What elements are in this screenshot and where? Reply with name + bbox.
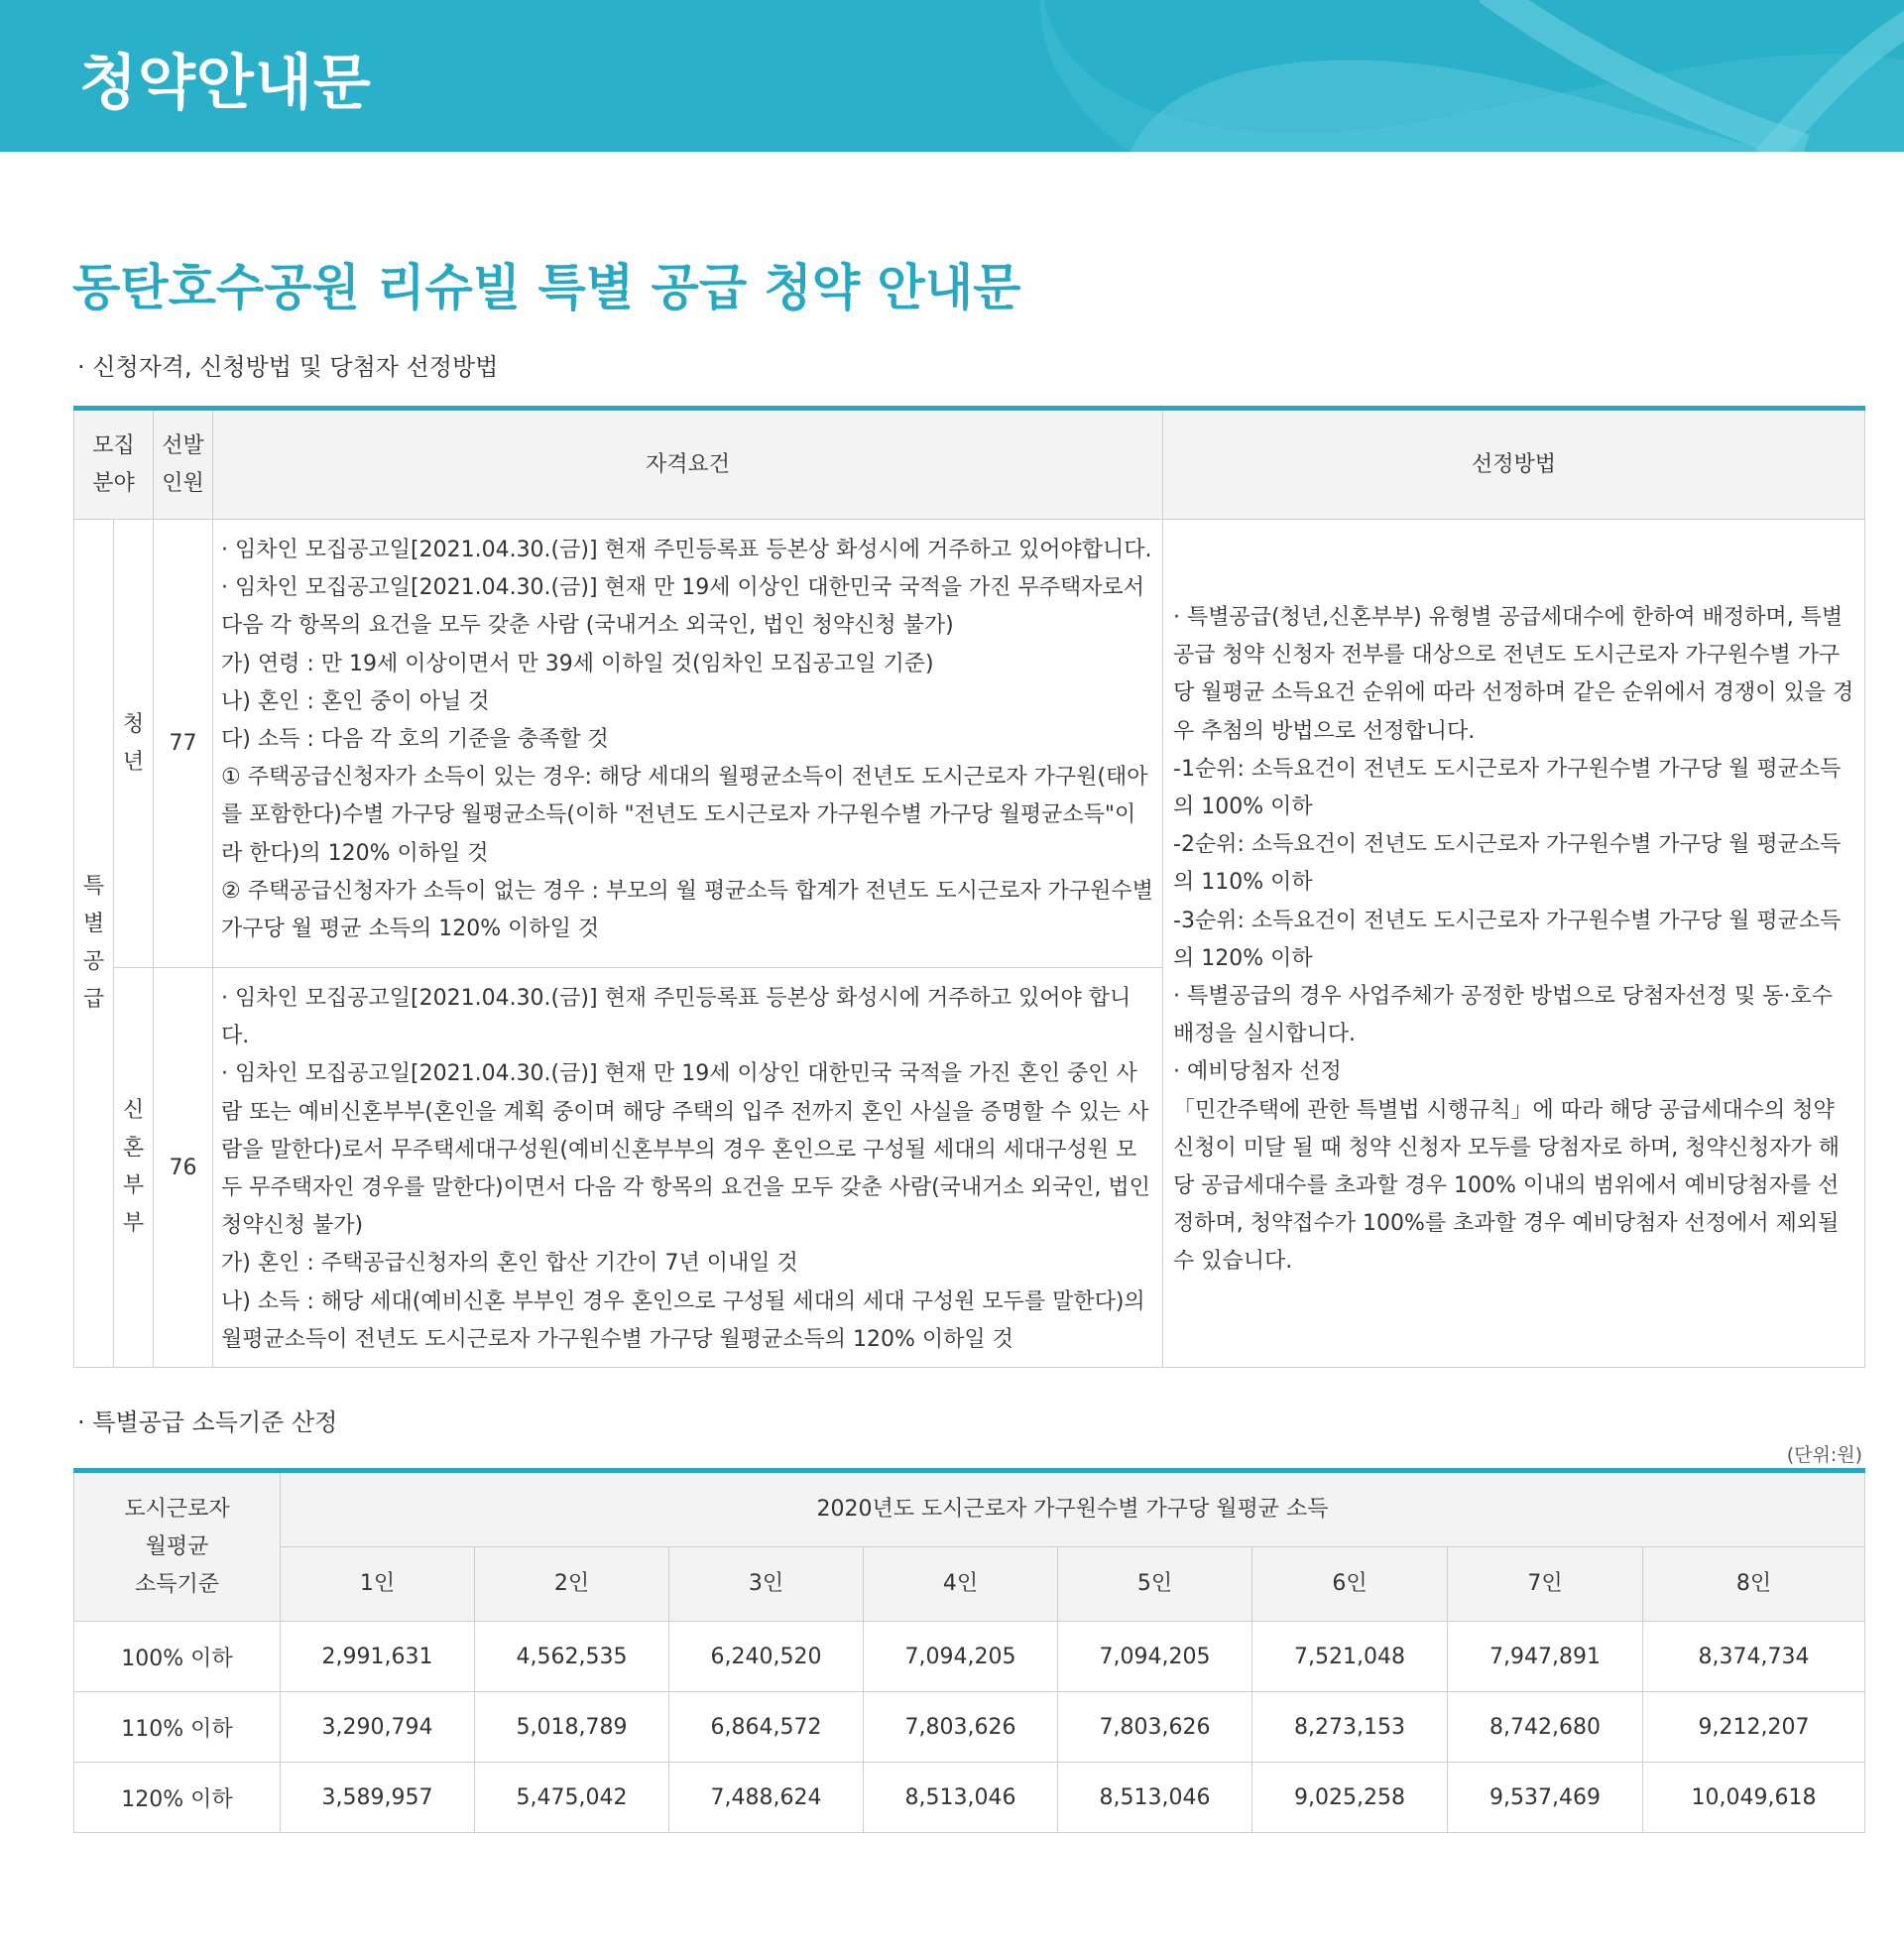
column-header: 6인 bbox=[1252, 1547, 1448, 1622]
selection-line: -2순위: 소득요건이 전년도 도시근로자 가구원수별 가구당 월 평균소득의 110% 이하 bbox=[1173, 832, 1842, 896]
row-label: 110% 이하 bbox=[74, 1692, 281, 1763]
table-cell: 3,589,957 bbox=[281, 1763, 475, 1833]
requirement-line: · 임차인 모집공고일[2021.04.30.(금)] 현재 만 19세 이상인 대한민국 국적을 가진 혼인 중인 사람 또는 예비신혼부부(혼인을 계획 중이며 해당 주택의 입주 전까지 혼인 사실을 증명할 수 있는 사람을 말한다)로서 무주택세대구성원(예비신혼부부의 경우 혼인으로 구성될 세대의 세대구성원 모두 무주택자인 경우를 말한다)이면서 다음 각 항목의 요건을 모두 갖춘 사람(국내거소 외국인, 법인 청약신청 불가) bbox=[221, 1061, 1150, 1239]
section-heading-eligibility: · 신청자격, 신청방법 및 당첨자 선정방법 bbox=[77, 353, 499, 381]
table-row bbox=[74, 1763, 1865, 1833]
subcategory-char: 청 bbox=[122, 711, 145, 737]
category-char: 특 bbox=[82, 874, 105, 900]
selection-method bbox=[1163, 520, 1865, 1368]
category-char: 공 bbox=[82, 949, 105, 975]
selection-line: · 특별공급의 경우 사업주체가 공정한 방법으로 당첨자선정 및 동·호수 배정을 실시합니다. bbox=[1173, 984, 1834, 1047]
table-cell: 8,374,734 bbox=[1643, 1622, 1865, 1692]
requirement-line: · 임차인 모집공고일[2021.04.30.(금)] 현재 만 19세 이상인 대한민국 국적을 가진 무주택자로서 다음 각 항목의 요건을 모두 갖춘 사람 (국내거소 외국인, 법인 청약신청 불가) bbox=[221, 575, 1145, 639]
header-label: 소득기준 bbox=[134, 1571, 219, 1597]
subcategory-char: 신 bbox=[122, 1098, 145, 1124]
category-char: 별 bbox=[82, 912, 105, 937]
selection-line: 「민간주택에 관한 특별법 시행규칙」에 따라 해당 공급세대수의 청약 신청이 미달 될 때 청약 신청자 모두를 당첨자로 하며, 청약신청자가 해당 공급세대수를 초과할 경우 100% 이내의 범위에서 예비당첨자를 선정하며, 청약접수가 100%를 초과할 경우 예비당첨자 선정에서 제외될 수 있습니다. bbox=[1173, 1097, 1840, 1275]
eligibility-table bbox=[73, 406, 1865, 1368]
subcategory-youth bbox=[114, 520, 154, 968]
table-cell: 7,803,626 bbox=[1058, 1692, 1252, 1763]
unit-label: (단위:원) bbox=[1786, 1444, 1862, 1466]
selection-line: · 예비당첨자 선정 bbox=[1173, 1059, 1342, 1085]
header-recruit-field bbox=[74, 409, 154, 520]
header-banner bbox=[0, 0, 1904, 152]
category-special-supply bbox=[74, 520, 114, 1368]
income-table bbox=[73, 1468, 1865, 1833]
header-label: 인원 bbox=[162, 470, 204, 496]
newlywed-requirements bbox=[213, 968, 1163, 1368]
youth-requirements bbox=[213, 520, 1163, 968]
requirement-line: 다) 소득 : 다음 각 호의 기준을 충족할 것 bbox=[221, 727, 609, 753]
requirement-line: 나) 소득 : 해당 세대(예비신혼 부부인 경우 혼인으로 구성될 세대의 세대 구성원 모두를 말한다)의 월평균소득이 전년도 도시근로자 가구원수별 가구당 월평균소득의 120% 이하일 것 bbox=[221, 1288, 1145, 1352]
income-basis-header bbox=[74, 1471, 281, 1622]
requirement-line: · 임차인 모집공고일[2021.04.30.(금)] 현재 주민등록표 등본상 화성시에 거주하고 있어야 합니다. bbox=[221, 986, 1131, 1049]
header-label: 월평균 bbox=[145, 1533, 209, 1559]
subcategory-char: 부 bbox=[122, 1173, 145, 1199]
subcategory-char: 년 bbox=[122, 749, 145, 775]
requirement-line: 가) 연령 : 만 19세 이상이면서 만 39세 이하일 것(임차인 모집공고일 기준) bbox=[221, 651, 934, 676]
selection-line: -3순위: 소득요건이 전년도 도시근로자 가구원수별 가구당 월 평균소득의 120% 이하 bbox=[1173, 908, 1842, 971]
requirement-line: ① 주택공급신청자가 소득이 있는 경우: 해당 세대의 월평균소득이 전년도 도시근로자 가구원(태아를 포함한다)수별 가구당 월평균소득(이하 "전년도 도시근로자 가구원수별 가구당 월평균소득"이라 한다)의 120% 이하일 것 bbox=[221, 765, 1148, 866]
table-cell: 7,094,205 bbox=[864, 1622, 1058, 1692]
category-char: 급 bbox=[82, 987, 105, 1013]
table-cell: 7,094,205 bbox=[1058, 1622, 1252, 1692]
youth-count: 77 bbox=[154, 520, 213, 968]
table-row bbox=[74, 1622, 1865, 1692]
table-row-youth bbox=[74, 520, 1865, 968]
column-header: 5인 bbox=[1058, 1547, 1252, 1622]
table-cell: 8,742,680 bbox=[1448, 1692, 1643, 1763]
selection-line: -1순위: 소득요건이 전년도 도시근로자 가구원수별 가구당 월 평균소득의 100% 이하 bbox=[1173, 756, 1842, 820]
header-label: 모집 bbox=[92, 432, 135, 458]
column-header: 8인 bbox=[1643, 1547, 1865, 1622]
table-cell: 7,488,624 bbox=[669, 1763, 864, 1833]
table-row bbox=[74, 1692, 1865, 1763]
table-header-row bbox=[74, 409, 1865, 520]
banner-title: 청약안내문 bbox=[79, 49, 372, 118]
subcategory-char: 부 bbox=[122, 1211, 145, 1237]
row-label: 100% 이하 bbox=[74, 1622, 281, 1692]
column-header: 7인 bbox=[1448, 1547, 1643, 1622]
requirement-line: 나) 혼인 : 혼인 중이 아닐 것 bbox=[221, 688, 490, 714]
income-group-header-row bbox=[74, 1471, 1865, 1547]
table-cell: 5,475,042 bbox=[475, 1763, 669, 1833]
row-label: 120% 이하 bbox=[74, 1763, 281, 1833]
table-cell: 9,537,469 bbox=[1448, 1763, 1643, 1833]
requirement-line: ② 주택공급신청자가 소득이 없는 경우 : 부모의 월 평균소득 합계가 전년도 도시근로자 가구원수별 가구당 월 평균 소득의 120% 이하일 것 bbox=[221, 878, 1153, 942]
header-label: 분야 bbox=[92, 470, 135, 496]
table-cell: 9,025,258 bbox=[1252, 1763, 1448, 1833]
income-group-header: 2020년도 도시근로자 가구원수별 가구당 월평균 소득 bbox=[281, 1471, 1865, 1547]
subcategory-newlywed bbox=[114, 968, 154, 1368]
header-label: 선발 bbox=[162, 432, 204, 458]
table-cell: 7,803,626 bbox=[864, 1692, 1058, 1763]
subcategory-char: 혼 bbox=[122, 1136, 145, 1162]
header-selected-count bbox=[154, 409, 213, 520]
table-cell: 10,049,618 bbox=[1643, 1763, 1865, 1833]
table-cell: 7,521,048 bbox=[1252, 1622, 1448, 1692]
table-cell: 3,290,794 bbox=[281, 1692, 475, 1763]
page-title: 동탄호수공원 리슈빌 특별 공급 청약 안내문 bbox=[72, 259, 1021, 316]
requirement-line: 가) 혼인 : 주택공급신청자의 혼인 합산 기간이 7년 이내일 것 bbox=[221, 1251, 798, 1277]
income-column-header-row bbox=[74, 1547, 1865, 1622]
table-cell: 5,018,789 bbox=[475, 1692, 669, 1763]
table-cell: 8,513,046 bbox=[864, 1763, 1058, 1833]
header-selection-method: 선정방법 bbox=[1163, 409, 1865, 520]
table-cell: 6,240,520 bbox=[669, 1622, 864, 1692]
table-cell: 8,513,046 bbox=[1058, 1763, 1252, 1833]
column-header: 3인 bbox=[669, 1547, 864, 1622]
table-cell: 6,864,572 bbox=[669, 1692, 864, 1763]
table-cell: 2,991,631 bbox=[281, 1622, 475, 1692]
header-label: 도시근로자 bbox=[124, 1496, 230, 1522]
newlywed-count: 76 bbox=[154, 968, 213, 1368]
table-cell: 4,562,535 bbox=[475, 1622, 669, 1692]
requirement-line: · 임차인 모집공고일[2021.04.30.(금)] 현재 주민등록표 등본상 화성시에 거주하고 있어야합니다. bbox=[221, 538, 1152, 562]
section-heading-income: · 특별공급 소득기준 산정 bbox=[77, 1408, 338, 1436]
selection-spacer bbox=[1173, 524, 1854, 599]
header-requirements: 자격요건 bbox=[213, 409, 1163, 520]
table-cell: 8,273,153 bbox=[1252, 1692, 1448, 1763]
column-header: 2인 bbox=[475, 1547, 669, 1622]
column-header: 1인 bbox=[281, 1547, 475, 1622]
column-header: 4인 bbox=[864, 1547, 1058, 1622]
selection-line: · 특별공급(청년,신혼부부) 유형별 공급세대수에 한하여 배정하며, 특별공급 청약 신청자 전부를 대상으로 전년도 도시근로자 가구원수별 가구당 월평균 소득요건 순위에 따라 선정하며 같은 순위에서 경쟁이 있을 경우 추첨의 방법으로 선정합니다. bbox=[1173, 605, 1854, 744]
table-cell: 9,212,207 bbox=[1643, 1692, 1865, 1763]
table-cell: 7,947,891 bbox=[1448, 1622, 1643, 1692]
